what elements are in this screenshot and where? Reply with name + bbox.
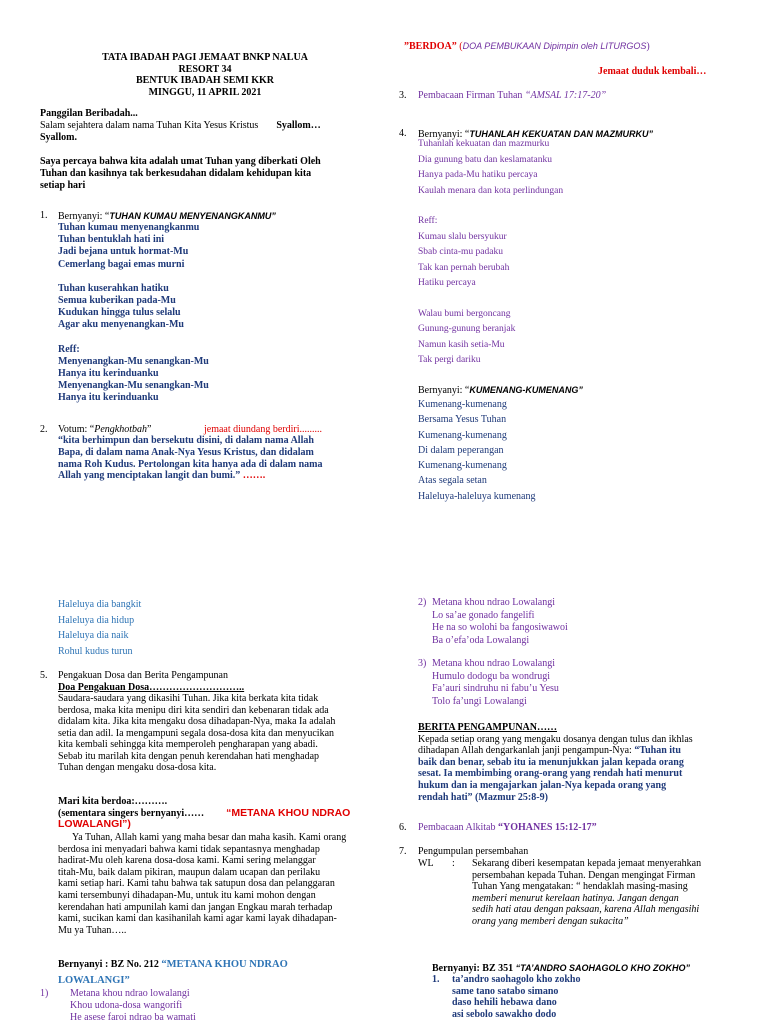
lyric-line: asi sebolo sawakho dodo bbox=[452, 1009, 557, 1021]
berita-quote: hukum dan ia mengajarkan jalan-Nya kepada orang yang bbox=[418, 779, 667, 791]
pengakuan-section bbox=[58, 670, 335, 774]
lyric-line: Dia gunung batu dan keslamatanku bbox=[418, 154, 553, 165]
votum-line: Bapa, di dalam nama Anak-Nya Yesus Kristus, dan didalam bbox=[58, 446, 314, 458]
berita-quote: baik dan benar, sebab itu ia menunjukkan jalan kepada orang bbox=[418, 756, 684, 768]
lyric-line: Haleluya dia hidup bbox=[58, 614, 135, 626]
bz212-verse-number: 1) bbox=[40, 988, 49, 999]
wl-colon: : bbox=[452, 858, 455, 869]
lyric-line: Tolo fa’ungi Lowalangi bbox=[432, 695, 527, 707]
prayer-line: Ya Tuhan, Allah kami yang maha besar dan maha kasih. Kami orang bbox=[72, 832, 347, 843]
header-line-1: TATA IBADAH PAGI JEMAAT BNKP NALUA bbox=[102, 52, 308, 63]
berita-quote: rendah hati” (Mazmur 25:8-9) bbox=[418, 791, 548, 803]
pengakuan-line: Saudara-saudara yang dikasihi Tuhan. Jika kita berkata kita tidak bbox=[58, 693, 319, 704]
salam-text: Salam sejahtera dalam nama Tuhan Kita Yesus Kristus bbox=[40, 120, 259, 131]
lyric-line: Gunung-gunung beranjak bbox=[418, 324, 516, 334]
reff-label: Reff: bbox=[58, 343, 80, 355]
song1-title: TUHAN KUMAU MENYENANGKANMU” bbox=[109, 211, 276, 221]
votum-label: Votum: “ bbox=[58, 424, 95, 435]
lyric-line: Kumenang-kumenang bbox=[418, 429, 507, 441]
lyric-line: He na so wolohi ba fangosiwawoi bbox=[432, 622, 568, 634]
lyric-line: Metana khou ndrao Lowalangi bbox=[432, 658, 556, 669]
pengakuan-title: Pengakuan Dosa dan Berita Pengampunan bbox=[58, 670, 228, 681]
pengakuan-line: kita kembali sehingga kita memperoleh pengharapan yang abadi. bbox=[58, 739, 318, 750]
lyric-line: Sbab cinta-mu padaku bbox=[418, 247, 503, 257]
lyric-line: Cemerlang bagai emas murni bbox=[58, 258, 185, 270]
song4-number: 4. bbox=[399, 128, 407, 139]
persembahan-line: sedih hati atau dengan paksaan, karena Allah mengasihi bbox=[472, 904, 700, 916]
wl-label: WL bbox=[418, 858, 434, 869]
lyric-line: Tak pergi dariku bbox=[418, 355, 481, 365]
berdoa-title: ”BERDOA” bbox=[404, 41, 457, 52]
lyric-line: daso hehili hebawa dano bbox=[452, 997, 557, 1009]
pengakuan-line: berdosa, maka kita menipu diri kita sendiri dan kebenaran tidak ada bbox=[58, 704, 329, 716]
votum-text bbox=[58, 435, 323, 482]
lyric-line: Tak kan pernah berubah bbox=[418, 262, 510, 273]
berdoa-paren: ) bbox=[646, 41, 650, 52]
kumenang-label: Bernyanyi: “ bbox=[418, 385, 470, 396]
bz212-section bbox=[58, 958, 288, 987]
persembahan-line: memberi menurut kerelaan hatinya. Jangan dengan bbox=[472, 892, 679, 904]
bacaan6-label: Pembacaan Alkitab bbox=[418, 822, 496, 833]
bz212-verse-1 bbox=[70, 988, 196, 1024]
lyric-line: Rohul kudus turun bbox=[58, 645, 133, 657]
panggilan-title: Panggilan Beribadah... bbox=[40, 108, 138, 119]
lyric-line: Hanya itu kerinduanku bbox=[58, 392, 159, 404]
lyric-line: Bersama Yesus Tuhan bbox=[418, 414, 507, 426]
prayer-line: Mu ya Tuhan….. bbox=[58, 924, 127, 936]
lyric-line: Namun kasih setia-Mu bbox=[418, 339, 505, 350]
lyric-line: Hanya itu kerinduanku bbox=[58, 368, 159, 380]
lyric-line: Metana khou ndrao lowalangi bbox=[70, 988, 190, 999]
bz212-label: Bernyanyi : BZ No. 212 bbox=[58, 959, 159, 970]
berita-pengampunan bbox=[418, 722, 693, 803]
creed-line: Tuhan dan kasihnya tak berkesudahan didalam kehidupan kita bbox=[40, 168, 312, 179]
lyric-line: Tuhanlah kekuatan dan mazmurku bbox=[418, 139, 550, 149]
bz351-verse-number: 1. bbox=[432, 974, 440, 985]
lyric-line: Haleluya dia naik bbox=[58, 630, 129, 641]
song1-number: 1. bbox=[40, 210, 48, 221]
prayer-line: kerendahan hati ampunilah kami dan jangan Engkau marah terhadap bbox=[58, 901, 333, 913]
berita-title: BERITA PENGAMPUNAN…… bbox=[418, 722, 557, 733]
lyric-line: Menyenangkan-Mu senangkan-Mu bbox=[58, 355, 209, 367]
lyric-line: Semua kuberikan pada-Mu bbox=[58, 295, 176, 307]
lyric-line: Lo sa’ae gonado fangelifi bbox=[432, 609, 535, 621]
lyric-line: Kumenang-kumenang bbox=[418, 460, 507, 472]
syallom-text: Syallom… bbox=[276, 120, 321, 131]
lyric-line: Menyenangkan-Mu senangkan-Mu bbox=[58, 380, 209, 392]
lyric-line: Tuhan kumau menyenangkanmu bbox=[58, 222, 200, 233]
lyric-line: Hatiku percaya bbox=[418, 278, 476, 288]
kumenang-lyrics bbox=[418, 397, 535, 504]
bacaan1-ref: “AMSAL 17:17-20” bbox=[524, 90, 607, 101]
prayer-line: kami tersembunyi dihadapan-Mu, untuk itu kami mohon dengan bbox=[58, 889, 316, 901]
berita-quote: sesat. Ia membimbing orang-orang yang rendah hati menurut bbox=[418, 768, 683, 780]
votum-line: Allah yang menciptakan langit dan bumi.” bbox=[58, 470, 241, 482]
bacaan1-number: 3. bbox=[399, 90, 407, 101]
lyric-line: Haleluya-haleluya kumenang bbox=[418, 490, 536, 502]
persembahan-title: Pengumpulan persembahan bbox=[418, 846, 529, 857]
votum-dots: ……. bbox=[242, 470, 266, 482]
document-header bbox=[40, 52, 370, 98]
berdoa-subtitle: DOA PEMBUKAAN Dipimpin oleh LITURGOS bbox=[462, 41, 647, 51]
bz351-title: “TA’ANDRO SAOHAGOLO KHO ZOKHO” bbox=[515, 963, 690, 973]
song4-lyrics bbox=[418, 137, 563, 369]
lyric-line: Kumau slalu bersyukur bbox=[418, 231, 507, 242]
berita-line: dihadapan Allah dengarkanlah janji pengampun-Nya: bbox=[418, 745, 635, 757]
votum-quote: ” bbox=[146, 424, 152, 435]
lyric-line: Fa’auri sindruhu ni fabu’u Yesu bbox=[432, 683, 559, 695]
song1-lyrics bbox=[58, 222, 209, 405]
persembahan-text bbox=[472, 858, 701, 928]
lyric-line: Metana khou ndrao Lowalangi bbox=[432, 597, 556, 608]
lyric-line: ta’andro saohagolo kho zokho bbox=[452, 974, 581, 985]
prayer-line: berdosa ini menyadari bahwa kami tidak sepantasnya menghadap bbox=[58, 843, 320, 855]
reff-label: Reff: bbox=[418, 216, 438, 226]
persembahan-line: persembahan kepada Tuhan. Dengan mengingat Firman bbox=[472, 869, 696, 881]
creed-line: setiap hari bbox=[40, 180, 86, 191]
syallom-response: Syallom. bbox=[40, 132, 77, 143]
prayer-line: hadirat-Mu oleh karena dosa-dosa kami. Kami sering melanggar bbox=[58, 855, 316, 867]
pengakuan-line: Sebab itu marilah kita dengan penuh kerendahan hati menghadap bbox=[58, 750, 320, 762]
lyric-line: Kumenang-kumenang bbox=[418, 399, 507, 410]
lyric-line: Hanya pada-Mu hatiku percaya bbox=[418, 170, 538, 180]
pengakuan-line: didalam kita. Jika kita mengaku dosa dihadapan-Nya, maka Ia adalah bbox=[58, 716, 336, 727]
mari-berdoa-section bbox=[58, 796, 350, 831]
song4-label: Bernyanyi: “ bbox=[418, 129, 470, 140]
votum-line: nama Roh Kudus. Pertolongan kita hanya ada di dalam nama bbox=[58, 458, 323, 470]
creed-line: Saya percaya bahwa kita adalah umat Tuhan yang diberkati Oleh bbox=[40, 156, 321, 167]
bz212-verse-2 bbox=[432, 597, 568, 647]
lyric-line: Khou udona-dosa wangorifi bbox=[70, 1000, 183, 1011]
verse-number: 3) bbox=[418, 658, 427, 669]
pengakuan-line: setia dan adil. Ia mengampuni segala dosa-dosa kita dan menyucikan bbox=[58, 727, 335, 739]
header-line-2: RESORT 34 bbox=[178, 63, 232, 75]
lyric-line: Kudukan hingga tulus selalu bbox=[58, 307, 181, 319]
panggilan-section bbox=[40, 108, 370, 192]
lyric-line: Atas segala setan bbox=[418, 475, 487, 487]
votum-note: jemaat diundang berdiri......... bbox=[204, 424, 323, 435]
header-line-4: MINGGU, 11 APRIL 2021 bbox=[148, 86, 262, 98]
bz212-title: “METANA KHOU NDRAO bbox=[161, 959, 288, 970]
mari-berdoa-title: Mari kita berdoa:………. bbox=[58, 796, 168, 807]
singers-note: (sementara singers bernyanyi…… bbox=[58, 807, 205, 819]
lyric-line: same tano satabo simano bbox=[452, 985, 559, 997]
berita-line: Kepada setiap orang yang mengaku dosanya dengan tulus dan ikhlas bbox=[418, 733, 693, 745]
confession-prayer bbox=[58, 832, 346, 936]
bz212-title-2: LOWALANGI” bbox=[58, 975, 130, 986]
bz351-lyrics bbox=[452, 974, 580, 1021]
lyric-line: Agar aku menyenangkan-Mu bbox=[58, 319, 184, 331]
lyric-line: Di dalam peperangan bbox=[418, 444, 504, 456]
votum-number: 2. bbox=[40, 424, 48, 435]
mari-song-title-2: LOWALANGI”) bbox=[58, 818, 131, 830]
lyric-line: Kaulah menara dan kota perlindungan bbox=[418, 185, 564, 196]
prayer-line: titah-Mu, baik dalam pikiran, maupun dalam ucapan dan perilaku bbox=[58, 866, 321, 878]
berita-quote: “Tuhan itu bbox=[634, 745, 681, 757]
mari-song-title: “METANA KHOU NDRAO bbox=[226, 806, 351, 819]
bz351-label: Bernyanyi: BZ 351 bbox=[432, 963, 514, 974]
lyric-line: He asese faroi ndrao ba wamati bbox=[70, 1012, 196, 1023]
votum-name: Pengkhotbah bbox=[94, 424, 147, 435]
pengakuan-line: Tuhan dengan mengaku dosa-dosa kita. bbox=[58, 762, 217, 773]
bacaan6-ref: “YOHANES 15:12-17” bbox=[497, 822, 597, 833]
bz212-verse-3 bbox=[432, 658, 559, 708]
votum-line: “kita berhimpun dan bersekutu disini, di dalam nama Allah bbox=[58, 435, 314, 446]
lyric-line: Haleluya dia bangkit bbox=[58, 599, 142, 610]
lyric-line: Ba o’efa’oda Lowalangi bbox=[432, 634, 530, 646]
lyric-line: Humulo dodogu ba wondrugi bbox=[432, 670, 551, 682]
bacaan1-label: Pembacaan Firman Tuhan bbox=[418, 90, 523, 101]
lyric-line: Tuhan bentuklah hati ini bbox=[58, 234, 165, 246]
berdoa-paren: ( bbox=[459, 41, 463, 52]
header-line-3: BENTUK IBADAH SEMI KKR bbox=[135, 75, 275, 86]
kumenang-title: KUMENANG-KUMENANG” bbox=[469, 385, 583, 395]
lyric-line: Tuhan kuserahkan hatiku bbox=[58, 282, 169, 294]
verse-number: 2) bbox=[418, 597, 427, 608]
lyric-line: Jadi bejana untuk hormat-Mu bbox=[58, 246, 189, 258]
song1-label: Bernyanyi: “ bbox=[58, 211, 110, 222]
persembahan-line: Sekarang diberi kesempatan kepada jemaat menyerahkan bbox=[472, 858, 702, 869]
berdoa-note: Jemaat duduk kembali… bbox=[598, 66, 707, 77]
persembahan-line: Tuhan Yang mengatakan: “ hendaklah masing-masing bbox=[472, 881, 688, 893]
pengakuan-number: 5. bbox=[40, 670, 48, 681]
persembahan-line: orang yang memberi dengan sukacita” bbox=[472, 915, 629, 927]
persembahan-number: 7. bbox=[399, 846, 407, 857]
song4-title: TUHANLAH KEKUATAN DAN MAZMURKU” bbox=[469, 129, 654, 139]
prayer-line: kami, sucikan kami dan kasihanilah kami agar kami layak dihadapan- bbox=[58, 913, 337, 925]
haleluya-lyrics bbox=[58, 597, 141, 659]
bacaan6-number: 6. bbox=[399, 822, 407, 833]
prayer-line: kami setiap hari. Kami tahu bahwa tak satupun dosa dan pelanggaran bbox=[58, 878, 335, 890]
lyric-line: Walau bumi bergoncang bbox=[418, 308, 511, 319]
doa-pengakuan-title: Doa Pengakuan Dosa……………………….. bbox=[58, 681, 245, 693]
